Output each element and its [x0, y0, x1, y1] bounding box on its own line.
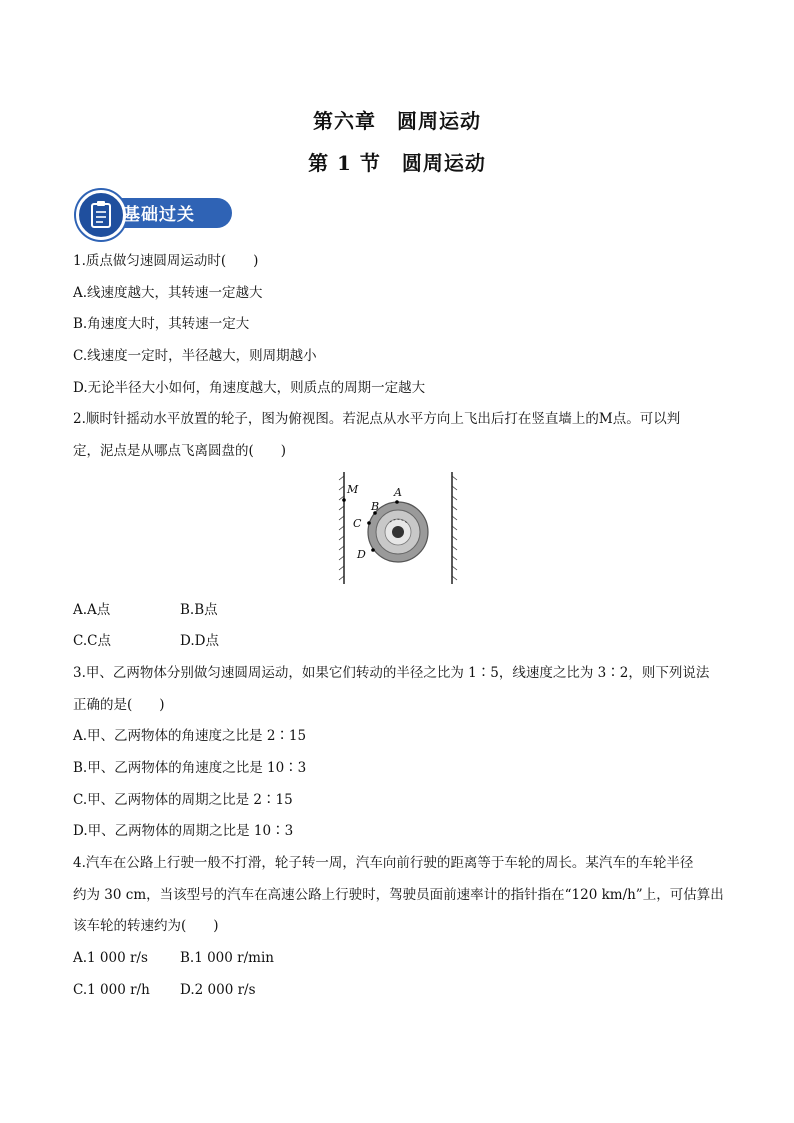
- q4-stem-line-3: 该车轮的转速约为( ): [73, 918, 219, 934]
- figure-label-a: A: [394, 486, 402, 499]
- q1-option-a: A.线速度越大，其转速一定越大: [73, 285, 263, 301]
- q1-option-c: C.线速度一定时，半径越大，则周期越小: [73, 348, 317, 364]
- q2-option-a: A.A点: [73, 602, 111, 618]
- clipboard-icon: [76, 190, 126, 240]
- q4-option-a: A.1 000 r/s: [73, 950, 148, 966]
- q3-option-d: D.甲、乙两物体的周期之比是 10∶3: [73, 823, 294, 839]
- figure-label-d: D: [357, 548, 366, 561]
- q3-stem-line-2: 正确的是( ): [73, 697, 165, 713]
- q3-stem-line-1: 3.甲、乙两物体分别做匀速圆周运动，如果它们转动的半径之比为 1∶5，线速度之比为 3∶2，则下列说法: [73, 665, 710, 681]
- badge-label: 基础过关: [123, 205, 195, 225]
- q2-stem-line-2: 定，泥点是从哪点飞离圆盘的( ): [73, 443, 287, 459]
- q2-option-c: C.C点: [73, 633, 111, 649]
- chapter-title: 第六章 圆周运动: [313, 109, 481, 133]
- q4-option-c: C.1 000 r/h: [73, 982, 150, 998]
- q4-stem-line-2: 约为 30 cm，当该型号的汽车在高速公路上行驶时，驾驶员面前速率计的指针指在“120 km/h”上，可估算出: [73, 887, 724, 903]
- figure-label-m: M: [347, 483, 359, 496]
- q2-option-b: B.B点: [180, 602, 218, 618]
- section-title: 第 1 节 圆周运动: [308, 151, 486, 175]
- q1-stem: 1.质点做匀速圆周运动时( ): [73, 253, 259, 269]
- figure-label-b: B: [371, 500, 380, 513]
- figure-label-c: C: [353, 517, 362, 530]
- q3-option-c: C.甲、乙两物体的周期之比是 2∶15: [73, 792, 293, 808]
- q2-stem-line-1: 2.顺时针摇动水平放置的轮子，图为俯视图。若泥点从水平方向上飞出后打在竖直墙上的M点。可以判: [73, 411, 681, 427]
- q3-option-b: B.甲、乙两物体的角速度之比是 10∶3: [73, 760, 307, 776]
- q4-stem-line-1: 4.汽车在公路上行驶一般不打滑，轮子转一周，汽车向前行驶的距离等于车轮的周长。某汽车的车轮半径: [73, 855, 694, 871]
- q1-option-d: D.无论半径大小如何，角速度越大，则质点的周期一定越大: [73, 380, 426, 396]
- q4-option-b: B.1 000 r/min: [180, 950, 274, 966]
- wheel-figure: [330, 470, 462, 586]
- q3-option-a: A.甲、乙两物体的角速度之比是 2∶15: [73, 728, 307, 744]
- q1-option-b: B.角速度大时，其转速一定大: [73, 316, 250, 332]
- section-badge: [76, 188, 234, 234]
- q4-option-d: D.2 000 r/s: [180, 982, 256, 998]
- q2-option-d: D.D点: [180, 633, 219, 649]
